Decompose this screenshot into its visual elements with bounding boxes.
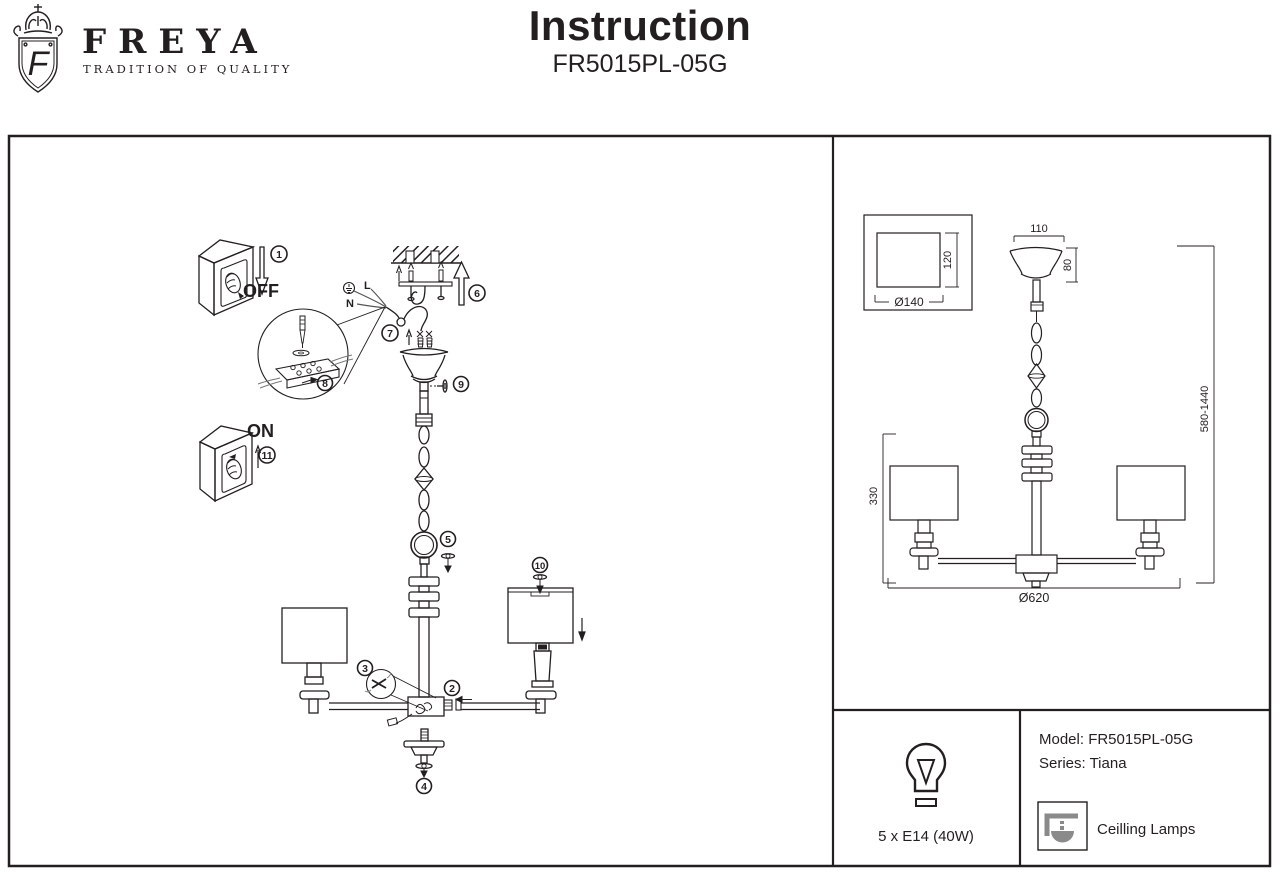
wire-twist-bubble — [365, 670, 436, 712]
model-spec-cell — [1038, 731, 1195, 850]
series-label: Series: Tiana — [1039, 755, 1127, 772]
dimension-drawing — [864, 215, 1214, 588]
off-label: OFF — [243, 281, 279, 301]
callout-3: 3 — [362, 663, 368, 675]
dim-620: Ø620 — [1018, 591, 1050, 605]
bulb-spec-label: 5 x E14 (40W) — [878, 828, 974, 845]
brand-tagline: TRADITION OF QUALITY — [83, 62, 293, 76]
canopy-figure — [400, 349, 448, 427]
callout-1: 1 — [276, 249, 282, 261]
wire-l-label: L — [364, 280, 371, 292]
arrow-down-small-icon — [579, 618, 585, 640]
assembly-steps — [199, 240, 585, 777]
dim-330: 330 — [868, 486, 880, 506]
page-title: Instruction — [528, 2, 752, 49]
on-label: ON — [247, 421, 274, 441]
callout-2: 2 — [449, 683, 455, 695]
shade-screw-icon — [534, 575, 547, 593]
ceiling-figure — [391, 246, 461, 263]
chain-figure — [411, 426, 437, 564]
callout-11: 11 — [261, 450, 273, 462]
arrow-up-icon — [454, 262, 469, 305]
callout-numbers — [261, 249, 545, 793]
bottom-finial-figure — [404, 729, 444, 777]
chandelier-front-view — [890, 236, 1185, 587]
bulb-icon — [907, 744, 945, 806]
screwdriver-icon — [300, 316, 305, 348]
left-lamp-figure — [282, 608, 347, 713]
center-column-figure — [409, 564, 439, 697]
ceiling-lamp-icon — [1038, 802, 1087, 850]
right-lamp-figure — [508, 588, 585, 713]
dim-580-1440: 580-1440 — [1199, 385, 1211, 433]
callout-9: 9 — [458, 379, 464, 391]
callout-10: 10 — [534, 561, 546, 572]
arrow-left-icon — [456, 697, 472, 703]
callout-7: 7 — [387, 328, 393, 340]
callout-8: 8 — [322, 378, 328, 390]
callouts — [259, 246, 548, 794]
dim-80: 80 — [1062, 258, 1074, 272]
dim-140: Ø140 — [894, 295, 924, 309]
ring-screw-icon — [442, 554, 455, 572]
logo-letter: F — [27, 45, 49, 83]
callout-5: 5 — [445, 534, 451, 546]
hook-icon — [411, 286, 425, 304]
category-label: Ceilling Lamps — [1097, 821, 1196, 838]
hub-figure — [329, 697, 540, 726]
bulb-spec-cell — [878, 744, 974, 845]
model-label: Model: FR5015PL-05G — [1039, 731, 1194, 748]
mounting-bracket-figure — [397, 262, 453, 304]
callout-4: 4 — [421, 781, 427, 793]
brand-name: FREYA — [82, 22, 269, 62]
model-code: FR5015PL-05G — [552, 50, 728, 79]
dim-120: 120 — [942, 250, 954, 270]
wire-n-label: N — [346, 298, 354, 310]
thumbscrew-icon — [437, 380, 447, 392]
callout-6: 6 — [474, 288, 480, 300]
switch-off-figure — [199, 240, 253, 315]
dim-110: 110 — [1030, 223, 1048, 235]
